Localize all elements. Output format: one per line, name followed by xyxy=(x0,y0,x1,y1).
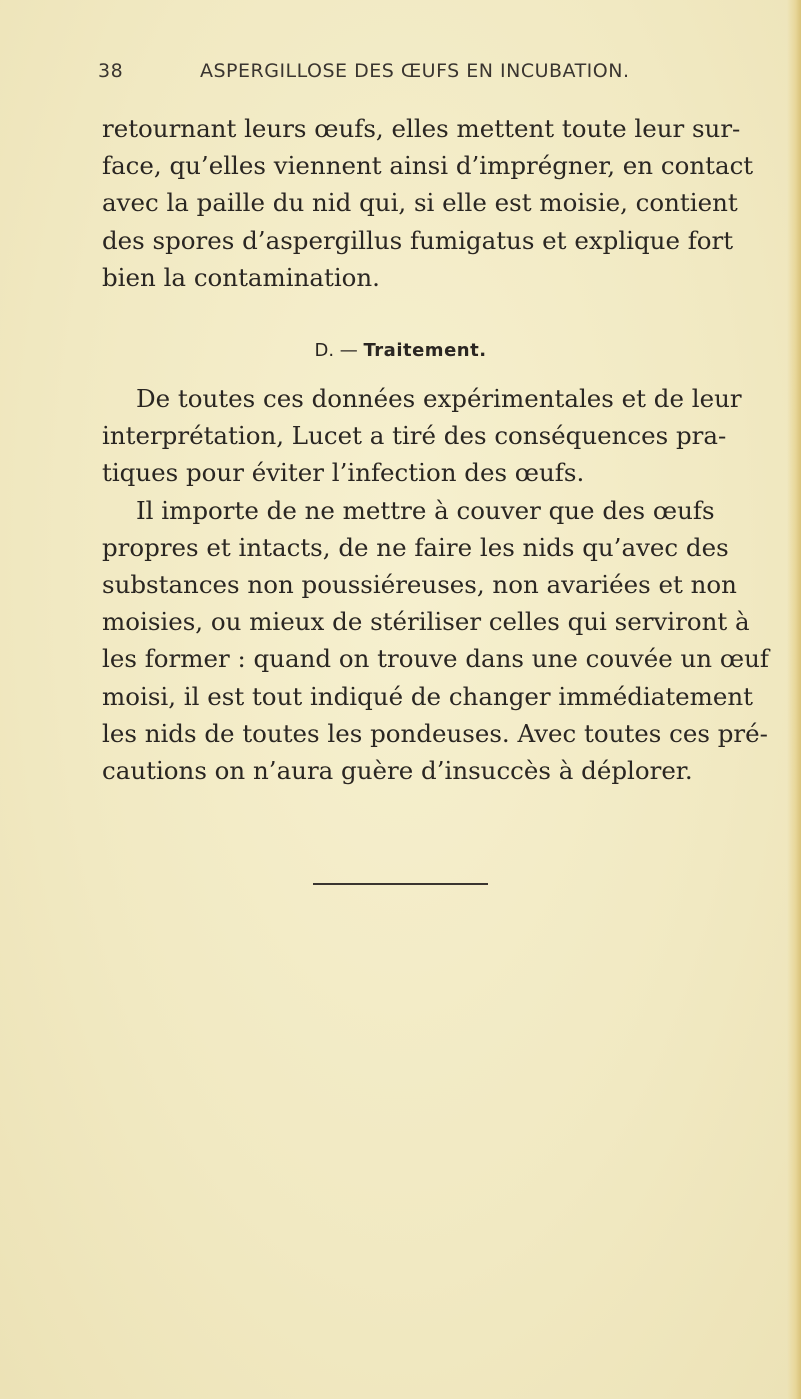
page-edge-shadow xyxy=(787,0,801,1399)
text-line: retournant leurs œufs, elles mettent toute leur sur- xyxy=(102,114,741,143)
section-heading xyxy=(0,340,801,361)
text-line: moisi, il est tout indiqué de changer immédiatement xyxy=(102,681,754,711)
text-line: les nids de toutes les pondeuses. Avec toutes ces pré- xyxy=(102,718,768,748)
text-line: des spores d’aspergillus fumigatus et explique fort xyxy=(102,225,734,255)
end-of-section-rule xyxy=(313,883,488,885)
page-number: 38 xyxy=(98,60,124,82)
section-body xyxy=(102,380,769,789)
text-line: les former : quand on trouve dans une couvée un œuf xyxy=(102,644,769,674)
text-line: cautions on n’aura guère d’insuccès à déplorer. xyxy=(102,755,693,785)
text-line: De toutes ces données expérimentales et de leur xyxy=(136,384,742,413)
text-line: avec la paille du nid qui, si elle est moisie, contient xyxy=(102,188,738,218)
text-line: moisies, ou mieux de stériliser celles qui serviront à xyxy=(102,607,750,637)
section-title: Traitement. xyxy=(363,340,487,361)
section-label: D. — xyxy=(314,340,358,361)
text-line: propres et intacts, de ne faire les nids qu’avec des xyxy=(102,532,729,562)
running-head-title: ASPERGILLOSE DES ŒUFS EN INCUBATION. xyxy=(200,60,630,82)
text-line: tiques pour éviter l’infection des œufs. xyxy=(102,458,585,488)
text-line: interprétation, Lucet a tiré des conséquences pra- xyxy=(102,421,727,451)
text-line: bien la contamination. xyxy=(102,262,380,292)
text-line: face, qu’elles viennent ainsi d’imprégner, en contact xyxy=(102,151,754,181)
running-head xyxy=(98,60,718,90)
paragraph-continuation xyxy=(102,110,754,296)
text-line: Il importe de ne mettre à couver que des œufs xyxy=(136,495,715,525)
text-line: substances non poussiéreuses, non avariées et non xyxy=(102,569,737,599)
